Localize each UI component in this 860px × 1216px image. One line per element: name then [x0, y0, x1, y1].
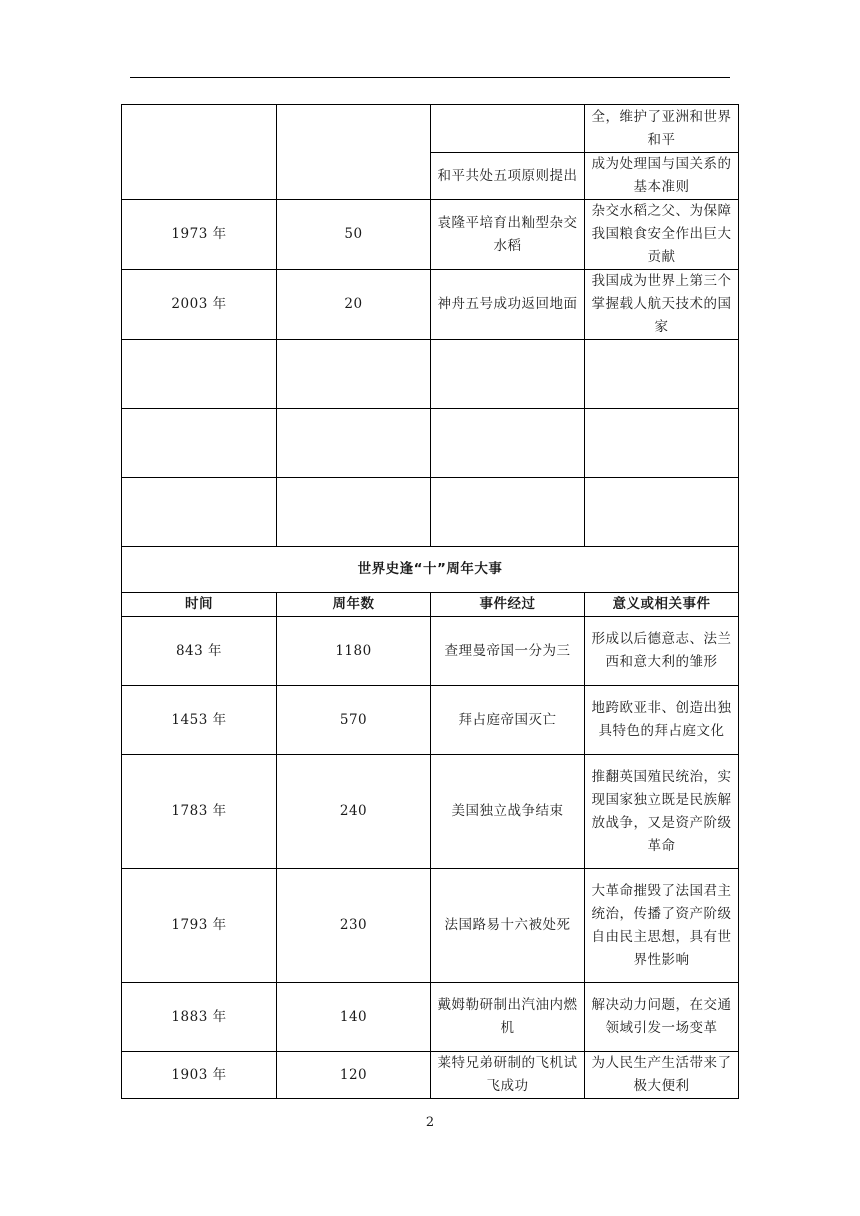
table-row — [122, 200, 739, 270]
time-cell: 1793 年 — [122, 869, 277, 983]
event-cell — [431, 340, 585, 409]
table-row — [122, 270, 739, 340]
years-cell — [277, 105, 431, 200]
significance-cell — [585, 409, 739, 478]
header-rule — [130, 77, 730, 78]
years-cell — [277, 340, 431, 409]
significance-cell: 杂交水稻之父、为保障我国粮食安全作出巨大贡献 — [585, 200, 739, 270]
section-title: 世界史逢“十”周年大事 — [122, 547, 739, 593]
significance-cell: 地跨欧亚非、创造出独具特色的拜占庭文化 — [585, 686, 739, 755]
significance-cell: 全，维护了亚洲和世界和平 — [585, 105, 739, 153]
table-row — [122, 409, 739, 478]
column-header-years: 周年数 — [277, 593, 431, 617]
years-cell: 20 — [277, 270, 431, 340]
years-cell — [277, 409, 431, 478]
time-cell — [122, 409, 277, 478]
time-cell: 843 年 — [122, 617, 277, 686]
event-cell: 美国独立战争结束 — [431, 755, 585, 869]
table-row — [122, 617, 739, 686]
table-row — [122, 755, 739, 869]
table-row — [122, 1052, 739, 1099]
event-cell: 莱特兄弟研制的飞机试飞成功 — [431, 1052, 585, 1099]
event-cell: 戴姆勒研制出汽油内燃机 — [431, 983, 585, 1052]
table-header-row — [122, 593, 739, 617]
column-header-event: 事件经过 — [431, 593, 585, 617]
years-cell: 240 — [277, 755, 431, 869]
event-cell — [431, 478, 585, 547]
significance-cell: 推翻英国殖民统治，实现国家独立既是民族解放战争，又是资产阶级革命 — [585, 755, 739, 869]
section-title-row — [122, 547, 739, 593]
column-header-time: 时间 — [122, 593, 277, 617]
event-cell: 拜占庭帝国灭亡 — [431, 686, 585, 755]
time-cell: 1453 年 — [122, 686, 277, 755]
years-cell: 50 — [277, 200, 431, 270]
column-header-significance: 意义或相关事件 — [585, 593, 739, 617]
time-cell: 2003 年 — [122, 270, 277, 340]
table-row — [122, 686, 739, 755]
table-row — [122, 340, 739, 409]
years-cell: 140 — [277, 983, 431, 1052]
time-cell: 1973 年 — [122, 200, 277, 270]
time-cell — [122, 105, 277, 200]
time-cell: 1783 年 — [122, 755, 277, 869]
table-row — [122, 869, 739, 983]
event-cell: 查理曼帝国一分为三 — [431, 617, 585, 686]
significance-cell: 为人民生产生活带来了极大便利 — [585, 1052, 739, 1099]
significance-cell: 解决动力问题，在交通领域引发一场变革 — [585, 983, 739, 1052]
significance-cell: 成为处理国与国关系的基本准则 — [585, 153, 739, 200]
table-row — [122, 983, 739, 1052]
time-cell — [122, 340, 277, 409]
years-cell: 230 — [277, 869, 431, 983]
significance-cell — [585, 478, 739, 547]
significance-cell: 形成以后德意志、法兰西和意大利的雏形 — [585, 617, 739, 686]
years-cell: 1180 — [277, 617, 431, 686]
event-cell: 袁隆平培育出籼型杂交水稻 — [431, 200, 585, 270]
significance-cell — [585, 340, 739, 409]
years-cell: 570 — [277, 686, 431, 755]
event-cell: 神舟五号成功返回地面 — [431, 270, 585, 340]
anniversary-table — [121, 104, 739, 1099]
time-cell: 1903 年 — [122, 1052, 277, 1099]
significance-cell: 大革命摧毁了法国君主统治，传播了资产阶级自由民主思想，具有世界性影响 — [585, 869, 739, 983]
years-cell: 120 — [277, 1052, 431, 1099]
table-row — [122, 105, 739, 153]
time-cell — [122, 478, 277, 547]
event-cell — [431, 105, 585, 153]
page-number: 2 — [425, 1115, 435, 1130]
time-cell: 1883 年 — [122, 983, 277, 1052]
significance-cell: 我国成为世界上第三个掌握载人航天技术的国家 — [585, 270, 739, 340]
years-cell — [277, 478, 431, 547]
table-row — [122, 478, 739, 547]
event-cell: 法国路易十六被处死 — [431, 869, 585, 983]
event-cell — [431, 409, 585, 478]
event-cell: 和平共处五项原则提出 — [431, 153, 585, 200]
